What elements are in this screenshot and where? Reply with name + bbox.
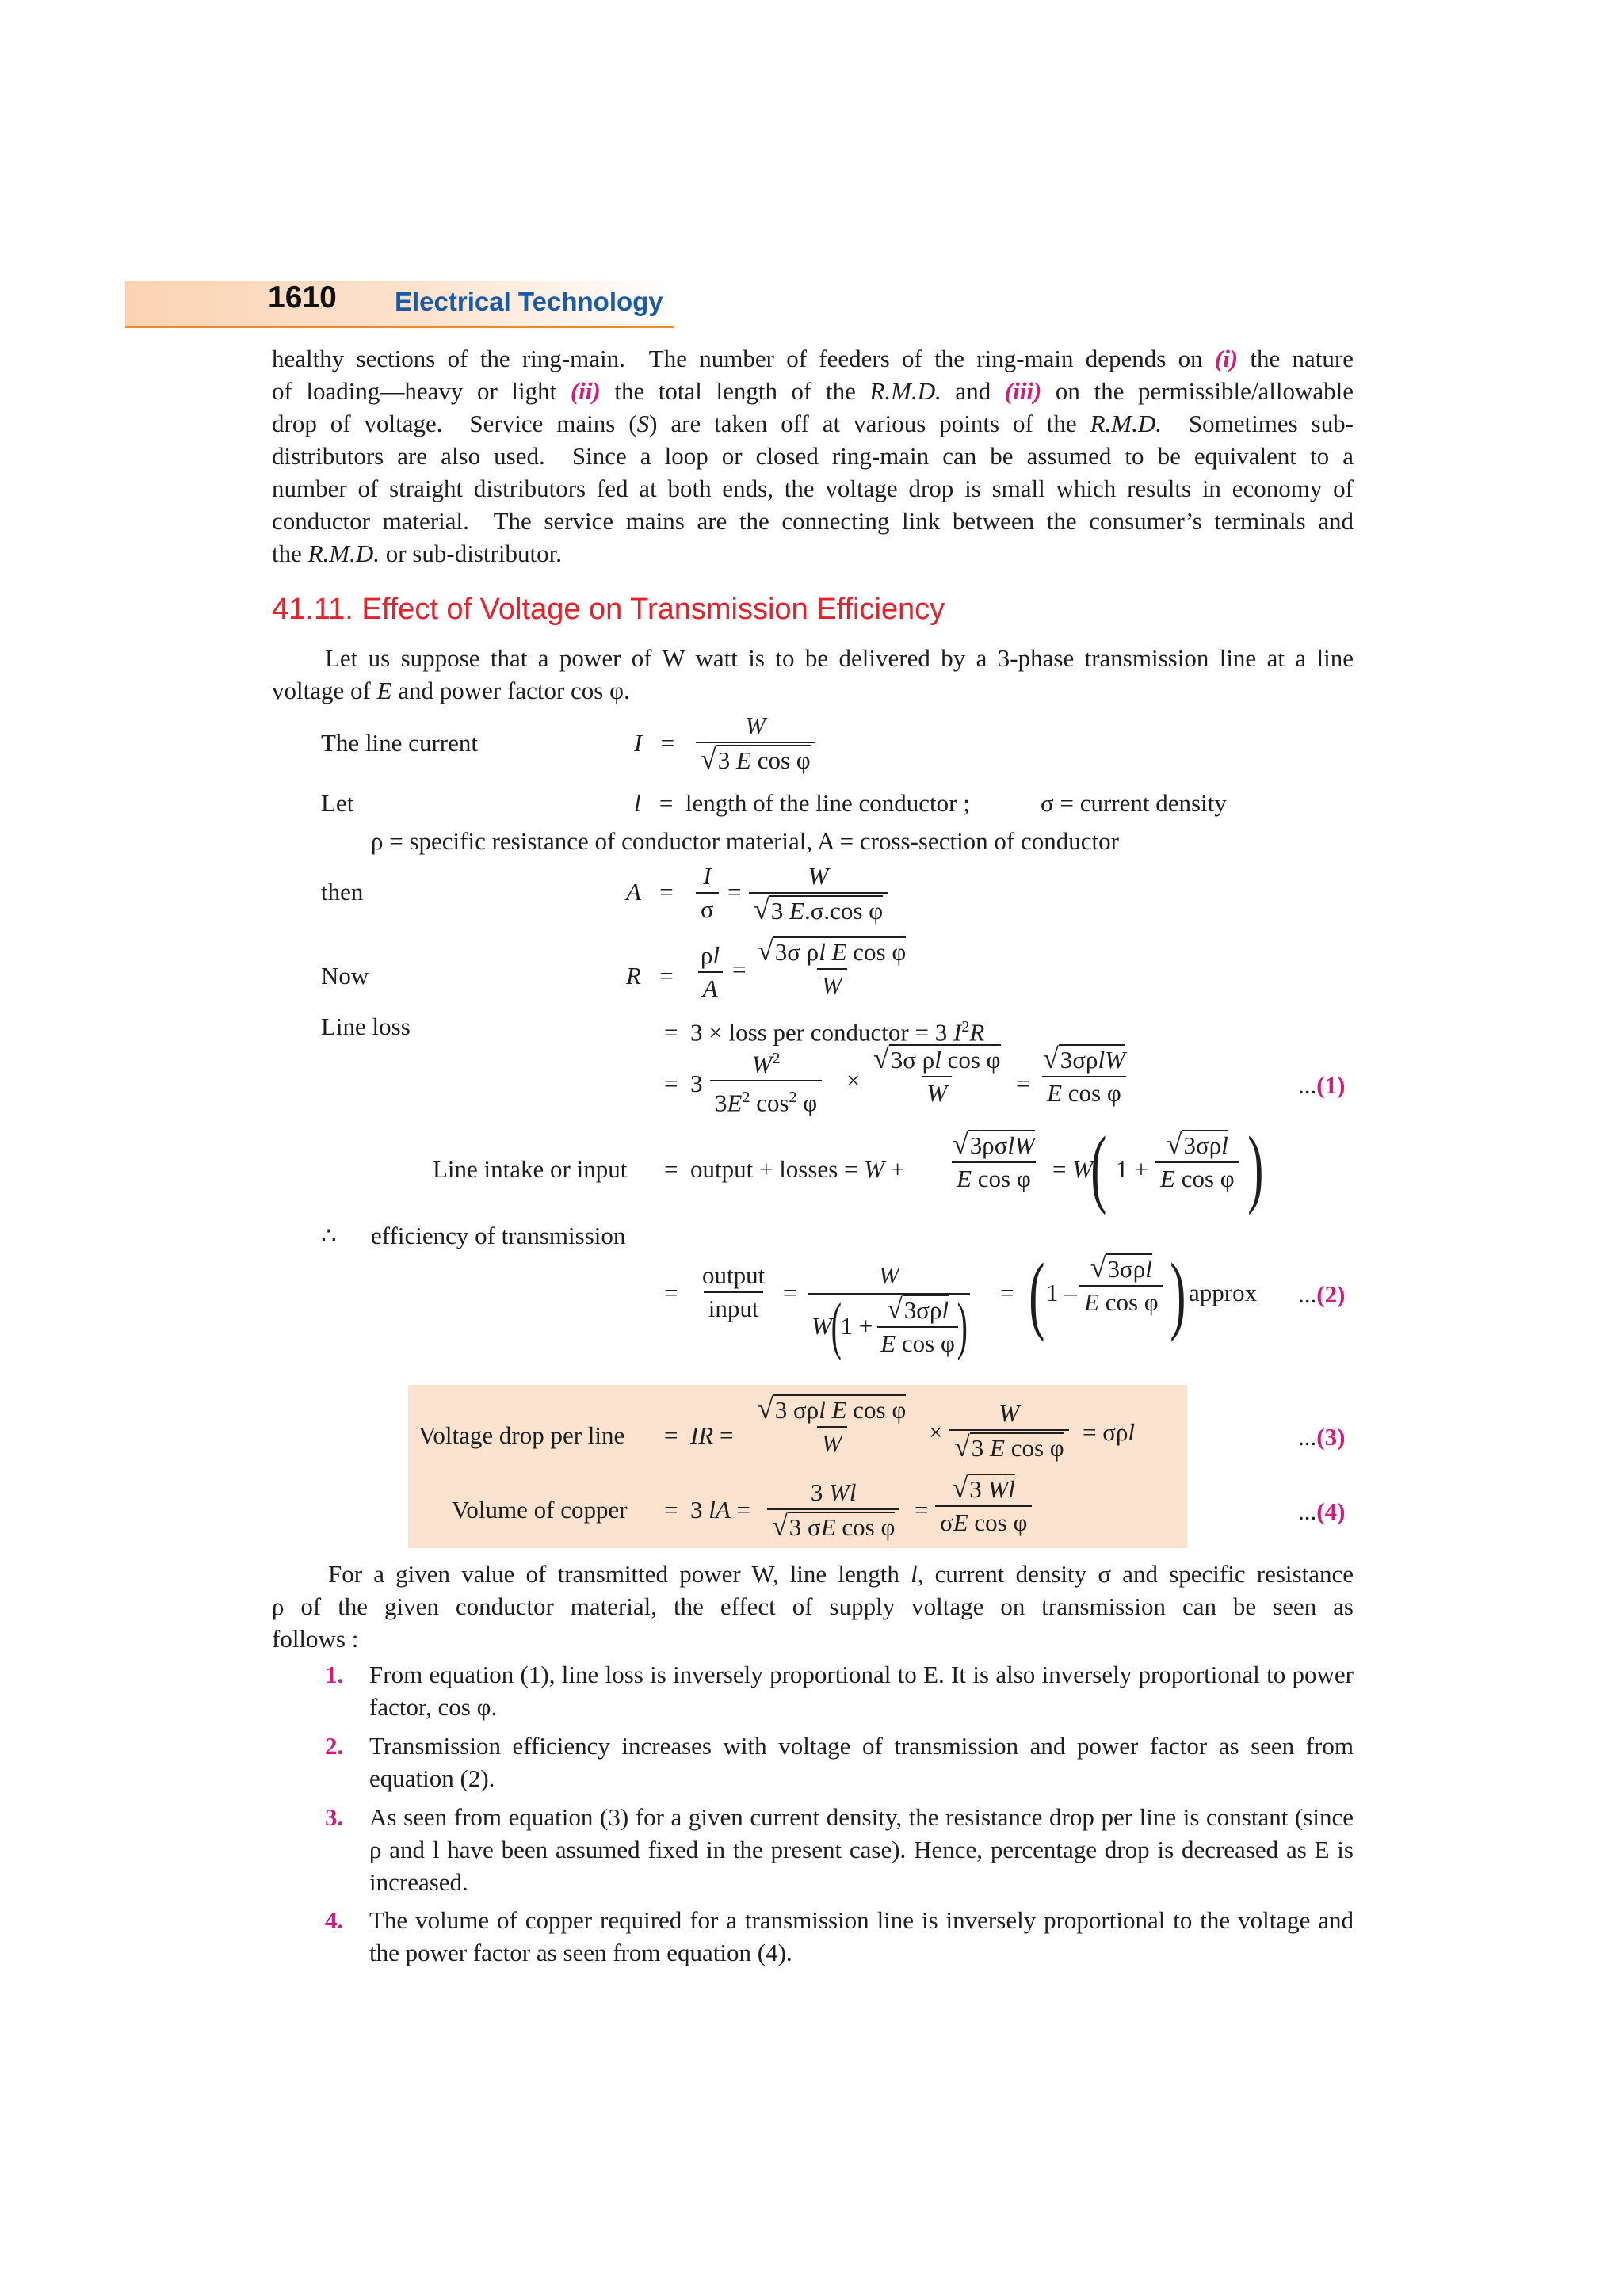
section-title: Effect of Voltage on Transmission Efficiency: [361, 593, 945, 626]
rho-definition: ρ = specific resistance of conductor material, A = cross-section of conductor: [371, 827, 1119, 855]
list-text: From equation (1), line loss is inversely proportional to E. It is also inversely proportional to power factor, cos φ.: [369, 1661, 1354, 1721]
eq-ref-4: ...(4): [1298, 1497, 1346, 1525]
list-number: 3.: [325, 1803, 344, 1831]
therefore-symbol: ∴: [321, 1222, 337, 1249]
label-volume-copper: Volume of copper: [452, 1496, 628, 1524]
list-text: The volume of copper required for a transmission line is inversely proportional to the voltage and the power factor as seen from equation (4).: [369, 1906, 1354, 1966]
eq-area-frac1: $\frac{I}{\sigma}$: [696, 862, 719, 924]
approx-label: approx: [1189, 1279, 1258, 1306]
eq-area-lhs: A =: [626, 878, 674, 906]
page-number: 1610: [268, 280, 337, 315]
list-number: 1.: [325, 1661, 344, 1688]
eq-voltage-drop-frac2: $\frac{W}{\text{√3 E cos φ}}$: [949, 1399, 1069, 1463]
label-line-intake: Line intake or input: [433, 1155, 628, 1183]
book-title: Electrical Technology: [395, 287, 663, 316]
label-let: Let: [321, 789, 354, 817]
eq-line-current-lhs: I =: [634, 729, 675, 757]
eq-intake-2: = W: [1052, 1155, 1094, 1183]
paren-left-1: (: [1090, 1119, 1107, 1215]
list-text: As seen from equation (3) for a given current density, the resistance drop per line is constant (since ρ and l have been assumed fixed in the present case). Hence, percentage drop is decreased as E is increased.: [369, 1803, 1354, 1896]
sigma-definition: σ = current density: [1041, 789, 1227, 817]
eq-resistance-lhs: R =: [626, 962, 674, 990]
eq-voltage-drop-lhs: = IR =: [664, 1421, 734, 1449]
eq-volume-frac1: $\frac{3 Wl}{\text{√3 σE cos φ}}$: [767, 1478, 899, 1542]
label-now: Now: [321, 962, 369, 990]
eq-area-frac2: $\frac{W}{\text{√3 E.σ.cos φ}}$: [749, 862, 888, 925]
eq-efficiency-one-minus: 1 –: [1046, 1279, 1077, 1306]
eq-line-loss-times: ×: [846, 1066, 861, 1094]
eq-intake-frac2: √3σρl E cos φ: [1155, 1130, 1239, 1193]
eq-ref-1: ...(1): [1298, 1071, 1346, 1099]
eq-line-loss-1: = 3 × loss per conductor = 3 $I^2R$: [664, 1018, 985, 1047]
eq-let: l = length of the line conductor ;: [634, 789, 970, 817]
eq-ref-3: ...(3): [1298, 1423, 1346, 1451]
eq-intake-frac1: √3ρσlW E cos φ: [953, 1128, 1035, 1192]
list-item: [325, 1658, 1354, 1723]
eq-resistance-frac1: $\frac{\rho l}{A}$: [696, 941, 724, 1003]
eq-resistance-frac2: $\frac{\text{√3σ ρl E cos φ}}{W}$: [758, 935, 907, 999]
label-then: then: [321, 878, 364, 906]
eq-intake-one-plus: 1 +: [1116, 1155, 1148, 1183]
eq-voltage-drop-frac1: √3 σρl E cos φ W: [758, 1393, 907, 1457]
eq-ref-2: ...(2): [1298, 1280, 1346, 1308]
paren-right-1: ): [1247, 1119, 1264, 1215]
list-item: [325, 1801, 1354, 1898]
eq-efficiency-frac2: W W ( 1 + √3σρl E cos φ ): [808, 1261, 970, 1358]
eq-volume-equals: =: [915, 1496, 929, 1524]
let-definition: length of the line conductor ;: [685, 789, 970, 817]
eq-efficiency-equals2: =: [783, 1279, 797, 1306]
eq-efficiency-equals3: =: [1000, 1279, 1014, 1306]
eq-efficiency-equals1: =: [664, 1279, 678, 1306]
label-line-current: The line current: [321, 729, 478, 757]
eq-volume-lhs: = 3 lA =: [664, 1496, 751, 1524]
eq-volume-frac2: $\frac{√3 Wl}{\text{σE cos φ}}$: [935, 1474, 1032, 1537]
eq-resistance-equals: =: [732, 955, 747, 983]
eq-voltage-drop-result: = σρl: [1083, 1418, 1136, 1446]
section-heading: [272, 593, 945, 627]
intro-paragraph: Let us suppose that a power of W watt is to be delivered by a 3-phase transmission line at a line voltage of E and power factor cos φ.: [272, 644, 1354, 704]
eq-line-loss-frac3: √3σρlW E cos φ: [1043, 1043, 1125, 1107]
eq-line-loss-frac1: $\frac{W^2}{3E^2 \cos^2 \varphi}$: [710, 1044, 822, 1118]
label-voltage-drop: Voltage drop per line: [418, 1421, 625, 1449]
eq-line-loss-equals: =: [1016, 1070, 1030, 1097]
eq-line-loss-frac2: $\frac{\text{√3σ ρl cos φ}}{W}$: [873, 1043, 1001, 1107]
section-number: 41.11.: [272, 593, 353, 626]
eq-voltage-drop-times: ×: [929, 1418, 943, 1446]
eq-area-equals: =: [727, 878, 742, 906]
eq-efficiency-frac1: output input: [702, 1261, 766, 1322]
eq-line-loss-2-prefix: = 3: [664, 1070, 703, 1097]
list-number: 2.: [325, 1732, 344, 1760]
paren-right-2: ): [1170, 1245, 1186, 1342]
closing-paragraph: For a given value of transmitted power W, line length l, current density σ and specific resistance ρ of the given conductor material, the effect of supply voltage on transmission can be seen as follows :: [272, 1560, 1354, 1653]
eq-intake-1: = output + losses = W +: [664, 1155, 905, 1183]
label-line-loss: Line loss: [321, 1013, 411, 1040]
list-text: Transmission efficiency increases with voltage of transmission and power factor as seen from equation (2).: [369, 1732, 1354, 1792]
opening-paragraph: healthy sections of the ring-main. The number of feeders of the ring-main depends on (i) the nature of loading—heavy or light (ii) the total length of the R.M.D. and (iii) on the permissible/allowable drop of voltage. Service mains (S) are taken off at various points of the R.M.D. Sometimes sub- distributors are also used. Since a loop or closed ring-main can be assumed to be equivalent to a number of straight distributors fed at both ends, the voltage drop is small which results in economy of conductor material. The service mains are the connecting link between the consumer’s terminals and the R.M.D. or sub-distributor.: [272, 345, 1354, 567]
header-rule: [125, 326, 674, 328]
list-item: [325, 1730, 1354, 1794]
paren-left-2: (: [1029, 1245, 1045, 1342]
eq-line-current-fraction: $\frac{W}{\text{√3 E cos φ}}$: [696, 711, 815, 775]
list-item: [325, 1904, 1354, 1969]
label-efficiency: efficiency of transmission: [371, 1222, 626, 1249]
list-number: 4.: [325, 1906, 344, 1934]
eq-efficiency-frac3: √3σρl E cos φ: [1079, 1253, 1163, 1317]
